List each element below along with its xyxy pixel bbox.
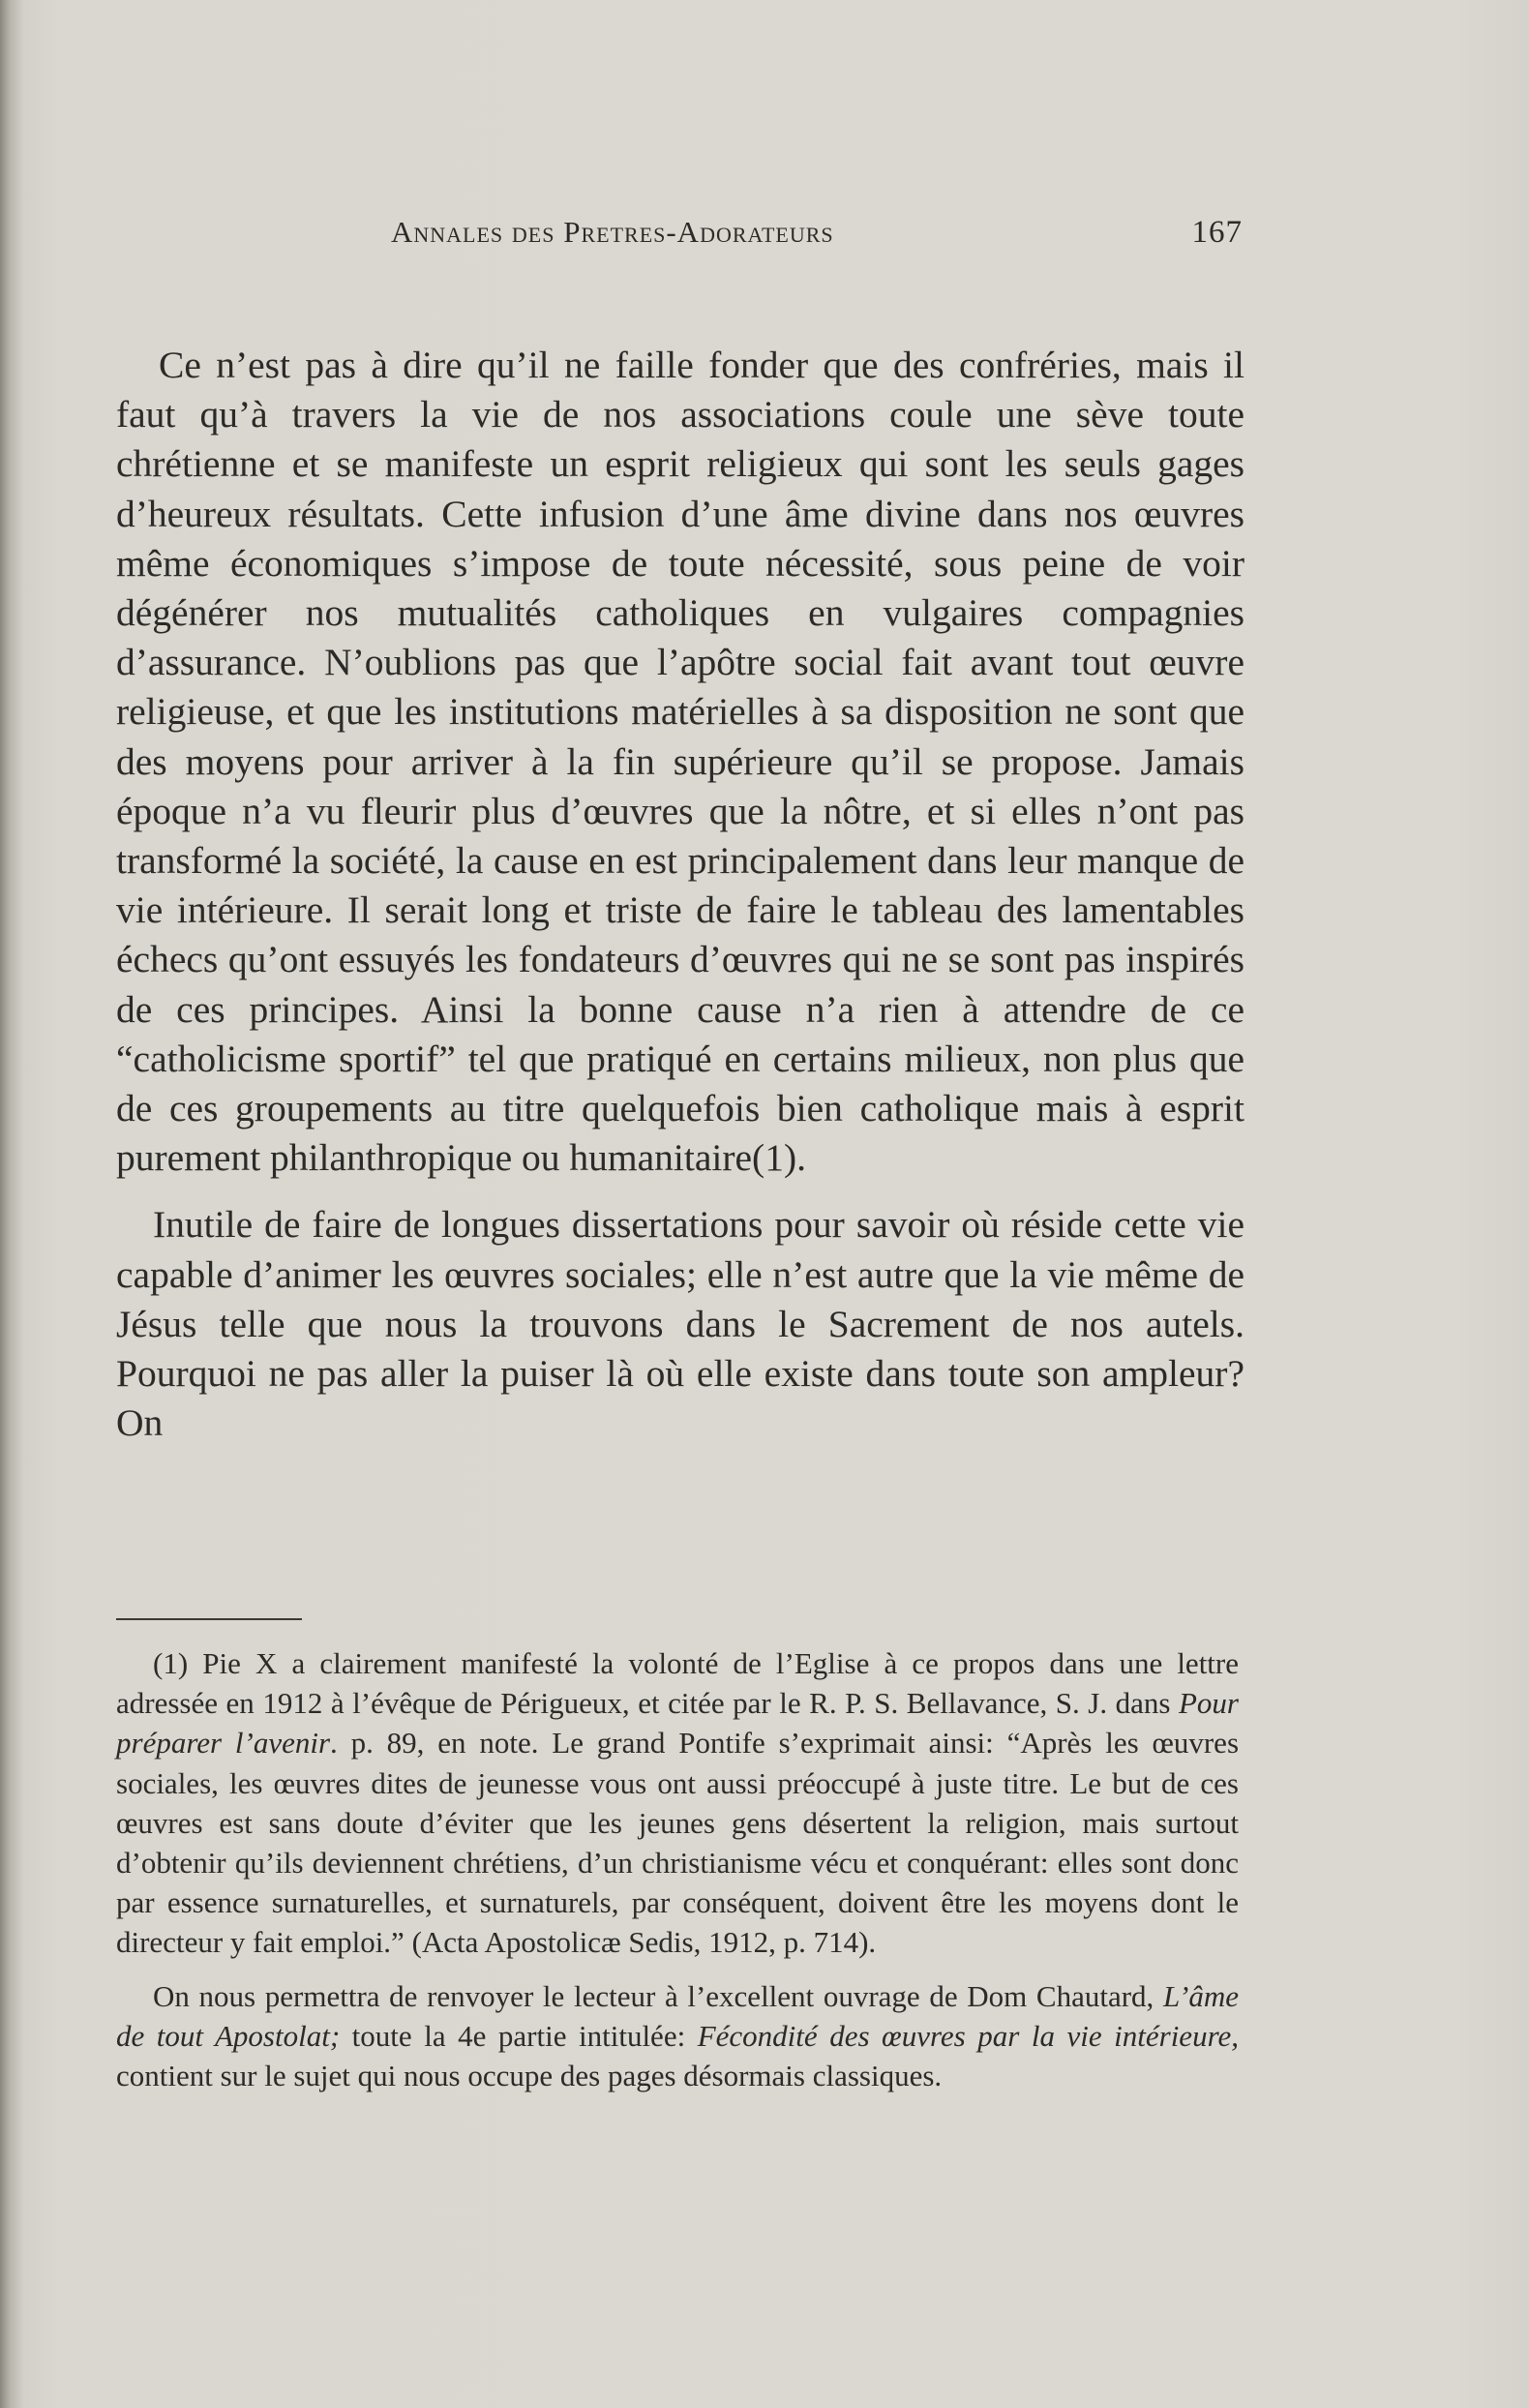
footnote-1 [116,1643,1239,1963]
footnote-2 [116,1976,1239,2096]
footnote-1-book-title: Pour préparer l’avenir [116,1686,1239,1761]
footnotes [116,1643,1239,2095]
page-number: 167 [1191,215,1243,250]
footnote-1-text-a: (1) Pie X a clairement manifesté la volonté de l’Eglise à ce propos dans une lettre adressée en 1912 à l’évêque de Périgueux, et citée par le R. P. S. Bellavance, S. J. dans [116,1646,1239,1721]
main-text [116,341,1244,1448]
running-header [391,215,1243,257]
paragraph-2: Inutile de faire de longues dissertations pour savoir où réside cette vie capable d’animer les œuvres sociales; elle n’est autre que la vie même de Jésus telle que nous la trouvons dans le Sacrement de nos autels. Pourquoi ne pas aller la puiser là où elle existe dans toute son ampleur? On [116,1203,1244,1445]
footnote-2-text-c: contient sur le sujet qui nous occupe des pages désormais classiques. [116,2059,943,2093]
footnote-1-text-b: . p. 89, en note. Le grand Pontife s’exprimait ainsi: “Après les œuvres sociales, les œuvres dites de jeunesse vous ont aussi préoccupé à juste titre. Le but de ces œuvres est sans doute d’éviter que les jeunes gens désertent la religion, mais surtout d’obtenir qu’ils deviennent chrétiens, d’un christianisme vécu et conquérant: elles sont donc par essence surnaturelles, et surnaturels, par conséquent, doivent être les moyens dont le directeur y fait emploi.” (Acta Apostolicæ Sedis, 1912, p. 714). [116,1726,1240,1960]
footnote-2-book-title: L’âme de tout Apostolat; [116,1978,1239,2053]
footnote-2-text-b: toute la 4e partie intitulée: [340,2018,698,2053]
footnote-2-text-a: On nous permettra de renvoyer le lecteur à l’excellent ouvrage de Dom Chautard, [153,1978,1163,2013]
paragraph-1: Ce n’est pas à dire qu’il ne faille fonder que des confréries, mais il faut qu’à travers la vie de nos associations coule une sève toute chrétienne et se manifeste un esprit religieux qui sont les seuls gages d’heureux résultats. Cette infusion d’une âme divine dans nos œuvres même économiques s’impose de toute nécessité, sous peine de voir dégénérer nos mutualités catholiques en vulgaires compagnies d’assurance. N’oublions pas que l’apôtre social fait avant tout œuvre religieuse, et que les institutions matérielles à sa disposition ne sont que des moyens pour arriver à la fin supérieure qu’il se propose. Jamais époque n’a vu fleurir plus d’œuvres que la nôtre, et si elles n’ont pas transformé la société, la cause en est principalement dans leur manque de vie intérieure. Il serait long et triste de faire le tableau des lamentables échecs qu’ont essuyés les fondateurs d’œuvres qui ne se sont pas inspirés de ces principes. Ainsi la bonne cause n’a rien à attendre de ce “catholicisme sportif” tel que pratiqué en certains milieux, non plus que de ces groupements au titre quelquefois bien catholique mais à esprit purement philanthropique ou humanitaire(1). [116,344,1244,1180]
running-title: Annales des Pretres-Adorateurs [391,215,834,249]
footnote-2-section-title: Fécondité des œuvres par la vie intérieure, [697,2018,1239,2053]
footnote-separator [116,1618,302,1620]
